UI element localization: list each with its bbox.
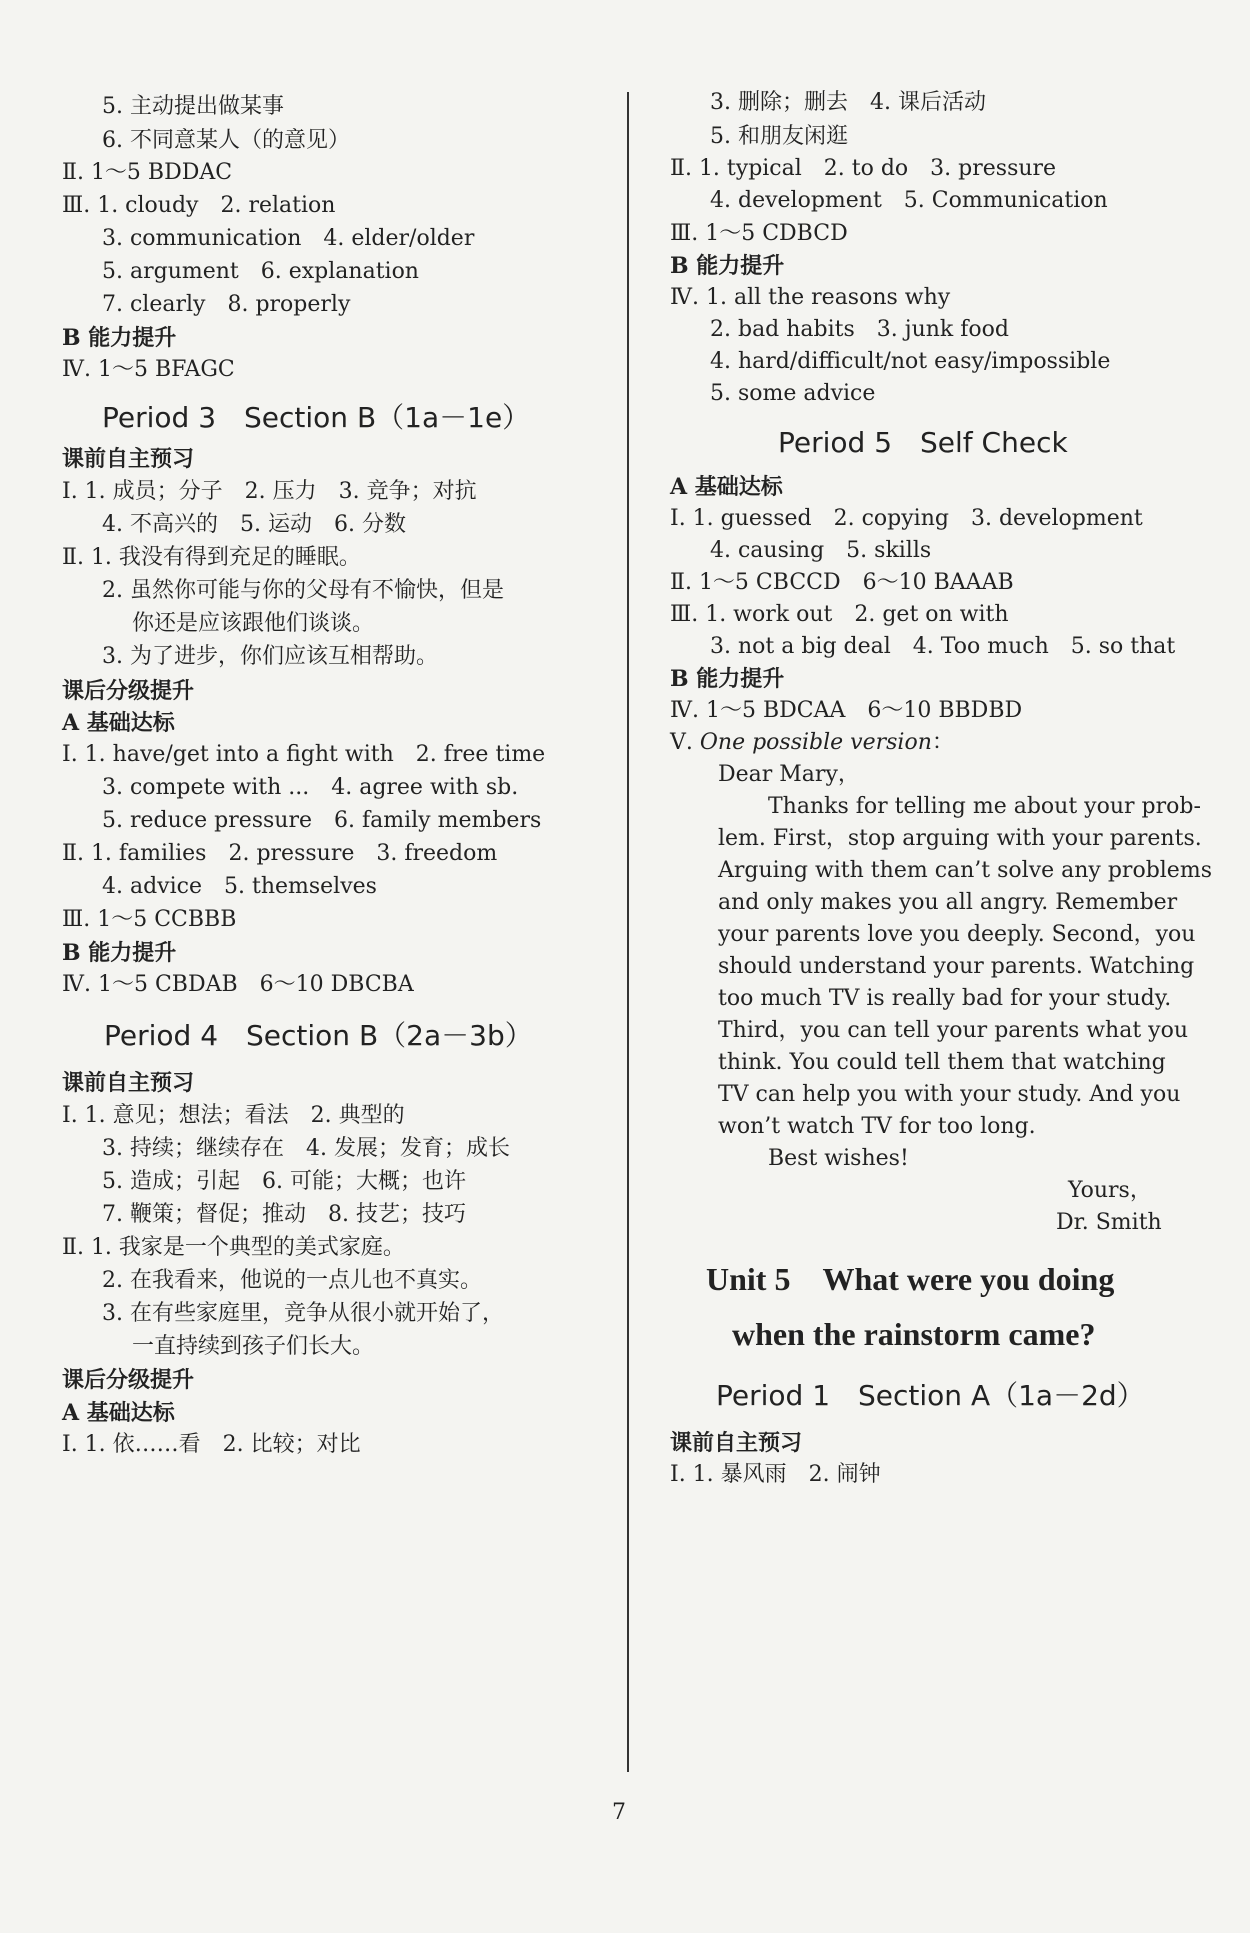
subsection-heading: A 基础达标 (62, 710, 175, 736)
answer-line: 你还是应该跟他们谈谈。 (132, 611, 375, 636)
subsection-heading: 课后分级提升 (62, 678, 195, 704)
answer-line: Ⅲ. 1. cloudy 2. relation (62, 193, 336, 218)
version-colon: ： (931, 730, 954, 755)
answer-line: Ⅱ. 1. 我没有得到充足的睡眠。 (62, 545, 361, 570)
answer-line: Ⅱ. 1～5 BDDAC (62, 160, 233, 185)
subsection-heading: B 能力提升 (670, 253, 785, 279)
answer-line: Ⅰ. 1. 成员；分子 2. 压力 3. 竞争；对抗 (62, 479, 477, 504)
answer-line: 一直持续到孩子们长大。 (132, 1334, 375, 1359)
answer-line: 3. 删除；删去 4. 课后活动 (710, 90, 986, 115)
subsection-heading: B 能力提升 (62, 940, 177, 966)
answer-line: 3. 为了进步，你们应该互相帮助。 (102, 644, 438, 669)
letter-line: lem. First，stop arguing with your parents. (718, 826, 1202, 851)
item-number: Ⅴ. (670, 730, 700, 755)
answer-line: 4. hard/difficult/not easy/impossible (710, 349, 1111, 374)
subsection-heading: 课前自主预习 (62, 1070, 195, 1096)
subsection-heading: 课前自主预习 (670, 1430, 803, 1456)
period-title: Period 3 Section B（1a－1e） (102, 401, 531, 434)
answer-line: 4. 不高兴的 5. 运动 6. 分数 (102, 512, 406, 537)
answer-line: Ⅱ. 1～5 CBCCD 6～10 BAAAB (670, 570, 1014, 595)
letter-greeting: Dear Mary， (718, 762, 860, 787)
subsection-heading: A 基础达标 (62, 1400, 175, 1426)
letter-line: TV can help you with your study. And you (718, 1082, 1181, 1107)
answer-line: Ⅰ. 1. 暴风雨 2. 闹钟 (670, 1462, 881, 1487)
answer-line: 7. clearly 8. properly (102, 292, 351, 317)
answer-line: 4. causing 5. skills (710, 538, 932, 563)
subsection-heading: B 能力提升 (62, 325, 177, 351)
letter-closing: Best wishes! (768, 1146, 909, 1171)
answer-line: Ⅰ. 1. guessed 2. copying 3. development (670, 506, 1143, 531)
answer-line: Ⅱ. 1. 我家是一个典型的美式家庭。 (62, 1235, 405, 1260)
answer-line: Ⅱ. 1. families 2. pressure 3. freedom (62, 841, 498, 866)
unit-title: when the rainstorm came? (732, 1316, 1096, 1352)
answer-line: 3. 在有些家庭里，竞争从很小就开始了， (102, 1301, 504, 1326)
answer-line: 2. bad habits 3. junk food (710, 317, 1009, 342)
answer-line: Ⅰ. 1. 意见；想法；看法 2. 典型的 (62, 1103, 405, 1128)
answer-line: 4. advice 5. themselves (102, 874, 377, 899)
period-title: Period 1 Section A（1a－2d） (716, 1379, 1145, 1412)
answer-line: 6. 不同意某人（的意见） (102, 128, 350, 153)
subsection-heading: B 能力提升 (670, 666, 785, 692)
letter-line: should understand your parents. Watching (718, 954, 1195, 979)
answer-line: Ⅲ. 1. work out 2. get on with (670, 602, 1009, 627)
answer-line: Ⅳ. 1～5 BDCAA 6～10 BBDBD (670, 698, 1023, 723)
page-number: 7 (612, 1800, 626, 1825)
answer-line: 4. development 5. Communication (710, 188, 1108, 213)
subsection-heading: A 基础达标 (670, 474, 783, 500)
answer-line: 5. reduce pressure 6. family members (102, 808, 542, 833)
answer-line: 2. 在我看来，他说的一点儿也不真实。 (102, 1268, 482, 1293)
letter-line: Thanks for telling me about your prob- (768, 794, 1201, 819)
letter-line: Third，you can tell your parents what you (718, 1018, 1189, 1043)
letter-line: won’t watch TV for too long. (718, 1114, 1036, 1139)
answer-line: 5. 和朋友闲逛 (710, 124, 848, 149)
letter-line: and only makes you all angry. Remember (718, 890, 1178, 915)
answer-line (670, 728, 954, 758)
answer-line: Ⅳ. 1. all the reasons why (670, 285, 951, 310)
letter-line: your parents love you deeply. Second，you (718, 922, 1196, 947)
subsection-heading: 课前自主预习 (62, 446, 195, 472)
letter-signature: Dr. Smith (1056, 1210, 1162, 1235)
answer-line: Ⅰ. 1. 依……看 2. 比较；对比 (62, 1432, 361, 1457)
answer-line: Ⅲ. 1～5 CDBCD (670, 221, 848, 246)
answer-line: Ⅰ. 1. have/get into a fight with 2. free time (62, 742, 546, 767)
version-label: One possible version (699, 730, 932, 755)
letter-line: too much TV is really bad for your study. (718, 986, 1172, 1011)
letter-line: Arguing with them can’t solve any problems (718, 858, 1212, 883)
answer-line: Ⅲ. 1～5 CCBBB (62, 907, 237, 932)
subsection-heading: 课后分级提升 (62, 1367, 195, 1393)
period-title: Period 5 Self Check (778, 426, 1068, 459)
answer-line: 7. 鞭策；督促；推动 8. 技艺；技巧 (102, 1202, 466, 1227)
answer-line: 5. some advice (710, 381, 876, 406)
answer-line: 3. communication 4. elder/older (102, 226, 475, 251)
answer-line: 3. compete with ... 4. agree with sb. (102, 775, 519, 800)
answer-line: Ⅱ. 1. typical 2. to do 3. pressure (670, 156, 1057, 181)
column-divider (627, 92, 629, 1772)
answer-line: 3. 持续；继续存在 4. 发展；发育；成长 (102, 1136, 510, 1161)
period-title: Period 4 Section B（2a－3b） (104, 1019, 533, 1052)
answer-line: 2. 虽然你可能与你的父母有不愉快，但是 (102, 578, 504, 603)
answer-line: 5. argument 6. explanation (102, 259, 419, 284)
letter-yours: Yours， (1068, 1178, 1152, 1203)
answer-line: 3. not a big deal 4. Too much 5. so that (710, 634, 1176, 659)
unit-title: Unit 5 What were you doing (706, 1261, 1115, 1297)
answer-line: 5. 造成；引起 6. 可能；大概；也许 (102, 1169, 466, 1194)
answer-line: Ⅳ. 1～5 CBDAB 6～10 DBCBA (62, 972, 414, 997)
letter-line: think. You could tell them that watching (718, 1050, 1166, 1075)
answer-line: 5. 主动提出做某事 (102, 94, 284, 119)
answer-line: Ⅳ. 1～5 BFAGC (62, 357, 235, 382)
